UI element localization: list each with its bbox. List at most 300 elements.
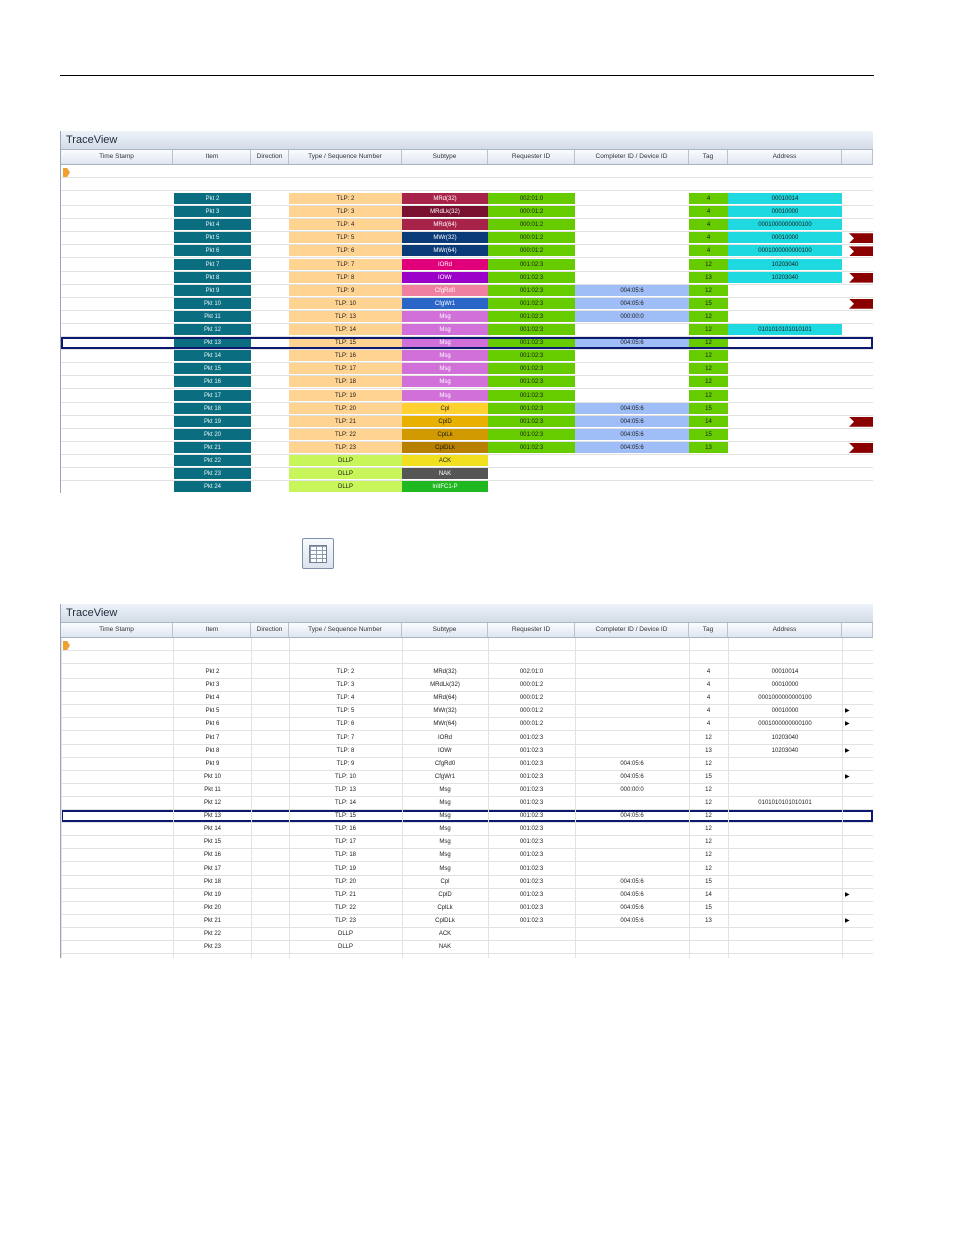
completer-cell: 004:05:6: [575, 416, 689, 428]
item-cell: Pkt 5: [174, 232, 251, 244]
subtype-cell: MRd(64): [433, 695, 457, 702]
completer-cell: [575, 232, 689, 244]
column-divider: [842, 638, 843, 958]
tag-cell: 12: [705, 839, 712, 846]
subtype-cell: IOWr: [438, 747, 452, 754]
completer-cell: 004:05:6: [575, 403, 689, 415]
address-cell: [728, 416, 842, 428]
right-arrow-icon: ▶: [845, 721, 850, 728]
requester-cell: 001:02:3: [488, 403, 575, 415]
table-row[interactable]: [61, 219, 873, 232]
completer-cell: [575, 350, 689, 362]
type-cell: TLP: 13: [334, 786, 356, 793]
tag-cell: 12: [689, 324, 728, 336]
column-divider: [488, 638, 489, 958]
table-row[interactable]: [61, 311, 873, 324]
completer-cell: [575, 206, 689, 218]
type-cell: TLP: 4: [336, 695, 355, 702]
type-cell: DLLP: [289, 468, 402, 480]
type-cell: TLP: 23: [289, 442, 402, 454]
table-row[interactable]: [61, 928, 873, 941]
requester-cell: 002:01:0: [488, 193, 575, 205]
table-row[interactable]: [61, 863, 873, 876]
subtype-cell: NAK: [402, 468, 488, 480]
address-cell: 0001000000000100: [728, 245, 842, 257]
tag-cell: 4: [706, 721, 711, 728]
type-cell: TLP: 5: [336, 708, 355, 715]
type-cell: TLP: 6: [336, 721, 355, 728]
tag-cell: 15: [705, 904, 712, 911]
column-header-address[interactable]: Address: [728, 623, 842, 637]
item-cell: Pkt 13: [203, 813, 221, 820]
column-header-extra: [842, 150, 873, 164]
subtype-cell: MWr(32): [433, 708, 457, 715]
tag-cell: 4: [689, 206, 728, 218]
completer-cell: [575, 272, 689, 284]
table-row[interactable]: [61, 718, 873, 731]
requester-cell: [488, 455, 575, 467]
address-cell: [728, 285, 842, 297]
completer-cell: [575, 376, 689, 388]
address-cell: 10203040: [771, 734, 799, 741]
subtype-cell: IOWr: [402, 272, 488, 284]
requester-cell: 001:02:3: [488, 285, 575, 297]
subtype-cell: NAK: [438, 944, 452, 951]
requester-cell: 000:01:2: [519, 682, 544, 689]
column-header-tag[interactable]: Tag: [689, 623, 728, 637]
address-cell: [728, 771, 842, 783]
completer-cell: [575, 718, 689, 730]
tag-cell: 4: [706, 682, 711, 689]
item-cell: Pkt 15: [174, 363, 251, 375]
type-cell: DLLP: [337, 931, 353, 937]
address-cell: 00010000: [771, 682, 799, 689]
address-cell: 0001000000000100: [758, 695, 812, 702]
column-header-direction[interactable]: Direction: [251, 150, 289, 164]
subtype-cell: Msg: [439, 800, 451, 806]
type-cell: TLP: 14: [334, 800, 356, 806]
column-divider: [289, 638, 290, 958]
tag-cell: 12: [705, 786, 712, 793]
address-cell: [728, 889, 842, 901]
panel-title: TraceView: [61, 604, 873, 623]
address-cell: [728, 784, 842, 796]
column-divider: [689, 638, 690, 958]
subtype-cell: Msg: [439, 852, 451, 859]
item-cell: Pkt 12: [203, 800, 221, 806]
item-cell: Pkt 14: [203, 826, 221, 833]
tag-cell: 12: [705, 800, 712, 806]
completer-cell: [575, 692, 689, 704]
column-header-requester-id[interactable]: Requester ID: [488, 623, 575, 637]
filter-marker-icon: [63, 641, 70, 650]
requester-cell: 001:02:3: [488, 272, 575, 284]
column-header-type-sequence-number[interactable]: Type / Sequence Number: [289, 623, 402, 637]
subtype-cell: Msg: [439, 813, 451, 820]
blank-row: [61, 651, 873, 664]
column-header-requester-id[interactable]: Requester ID: [488, 150, 575, 164]
completer-cell: [575, 455, 689, 467]
completer-cell: [575, 732, 689, 744]
tag-cell: 15: [689, 429, 728, 441]
address-cell: 0101010101010101: [728, 324, 842, 336]
completer-cell: 004:05:6: [620, 760, 644, 767]
requester-cell: 001:02:3: [519, 839, 544, 846]
table-row[interactable]: [61, 193, 873, 206]
requester-cell: 000:01:2: [519, 708, 544, 715]
address-cell: [728, 298, 842, 310]
table-row[interactable]: [61, 232, 873, 245]
tag-cell: 14: [705, 891, 712, 898]
address-cell: [728, 758, 842, 770]
table-row[interactable]: [61, 745, 873, 758]
completer-cell: [575, 705, 689, 717]
column-header-tag[interactable]: Tag: [689, 150, 728, 164]
right-arrow-icon: ▶: [845, 773, 850, 780]
tag-cell: [689, 468, 728, 480]
table-row[interactable]: [61, 941, 873, 954]
subtype-cell: MRdLk(32): [430, 682, 460, 689]
tag-cell: 12: [705, 852, 712, 859]
column-divider: [251, 638, 252, 958]
selected-row-outline: [61, 337, 873, 349]
completer-cell: [575, 390, 689, 402]
address-cell: [728, 429, 842, 441]
subtype-cell: IORd: [402, 259, 488, 271]
type-cell: TLP: 5: [289, 232, 402, 244]
item-cell: Pkt 11: [204, 786, 221, 793]
type-cell: TLP: 16: [289, 350, 402, 362]
subtype-cell: CplDLk: [402, 442, 488, 454]
address-cell: 0101010101010101: [758, 800, 812, 806]
item-cell: Pkt 8: [174, 272, 251, 284]
table-row[interactable]: [61, 836, 873, 849]
subtype-cell: MRdLk(32): [402, 206, 488, 218]
item-cell: Pkt 19: [174, 416, 251, 428]
subtype-cell: CplLk: [437, 904, 453, 911]
subtype-cell: Msg: [439, 839, 451, 846]
subtype-cell: Cpl: [402, 403, 488, 415]
item-cell: Pkt 10: [174, 298, 251, 310]
completer-cell: [575, 666, 689, 678]
item-cell: Pkt 24: [174, 481, 251, 493]
subtype-cell: Msg: [402, 363, 488, 375]
column-header-item[interactable]: Item: [174, 150, 251, 164]
completer-cell: 000:00:0: [620, 786, 644, 793]
subtype-cell: Msg: [402, 324, 488, 336]
address-cell: [728, 468, 842, 480]
completer-cell: [575, 928, 689, 940]
table-row[interactable]: [61, 468, 873, 481]
item-cell: Pkt 14: [174, 350, 251, 362]
column-header-item[interactable]: Item: [174, 623, 251, 637]
filter-row[interactable]: [61, 165, 873, 178]
table-row[interactable]: [61, 849, 873, 862]
subtype-cell: MWr(32): [402, 232, 488, 244]
item-cell: Pkt 21: [174, 442, 251, 454]
requester-cell: 001:02:3: [488, 337, 575, 349]
completer-cell: [575, 468, 689, 480]
completer-cell: 004:05:6: [575, 285, 689, 297]
item-cell: Pkt 17: [203, 865, 221, 872]
traceview-colored-panel: [60, 131, 873, 493]
item-cell: Pkt 4: [174, 219, 251, 231]
table-row[interactable]: [61, 876, 873, 889]
column-header-subtype[interactable]: Subtype: [402, 150, 488, 164]
address-cell: [728, 363, 842, 375]
table-row[interactable]: [61, 442, 873, 455]
address-cell: 00010000: [728, 206, 842, 218]
subtype-cell: ACK: [438, 931, 452, 937]
address-cell: [728, 455, 842, 467]
subtype-cell: MWr(64): [402, 245, 488, 257]
subtype-cell: Msg: [439, 826, 451, 833]
table-row[interactable]: [61, 784, 873, 797]
column-header-time-stamp[interactable]: Time Stamp: [61, 623, 173, 637]
table-row[interactable]: [61, 679, 873, 692]
type-cell: TLP: 21: [334, 891, 356, 898]
filter-row[interactable]: [61, 638, 873, 651]
flag-marker-icon: [849, 246, 873, 256]
completer-cell: [575, 193, 689, 205]
item-cell: Pkt 2: [174, 193, 251, 205]
tag-cell: 13: [705, 917, 712, 924]
tag-cell: 4: [689, 245, 728, 257]
requester-cell: 000:01:2: [519, 721, 544, 728]
tag-cell: 12: [705, 826, 712, 833]
table-row[interactable]: [61, 692, 873, 705]
column-header-direction[interactable]: Direction: [251, 623, 289, 637]
column-header-completer-id[interactable]: Completer ID / Device ID: [575, 623, 689, 637]
address-cell: [728, 915, 842, 927]
tag-cell: [689, 481, 728, 493]
tag-cell: 12: [689, 259, 728, 271]
item-cell: Pkt 16: [203, 852, 221, 859]
tag-cell: 4: [689, 219, 728, 231]
type-cell: TLP: 15: [334, 813, 356, 820]
completer-cell: 004:05:6: [575, 429, 689, 441]
requester-cell: 001:02:3: [519, 865, 544, 872]
item-cell: Pkt 9: [174, 285, 251, 297]
subtype-cell: MRd(32): [402, 193, 488, 205]
type-cell: TLP: 20: [289, 403, 402, 415]
address-cell: [728, 376, 842, 388]
completer-cell: [575, 849, 689, 861]
column-divider: [402, 638, 403, 958]
item-cell: Pkt 22: [203, 931, 221, 937]
tag-cell: 15: [689, 403, 728, 415]
table-row[interactable]: [61, 416, 873, 429]
table-row[interactable]: [61, 324, 873, 337]
requester-cell: 001:02:3: [519, 773, 544, 780]
item-cell: Pkt 13: [174, 337, 251, 349]
table-row[interactable]: [61, 915, 873, 928]
requester-cell: 001:02:3: [519, 786, 544, 793]
table-row[interactable]: [61, 350, 873, 363]
item-cell: Pkt 8: [205, 747, 220, 754]
requester-cell: 001:02:3: [488, 350, 575, 362]
completer-cell: 004:05:6: [620, 773, 644, 780]
column-header-address[interactable]: Address: [728, 150, 842, 164]
tag-cell: 12: [689, 311, 728, 323]
requester-cell: 001:02:3: [488, 416, 575, 428]
requester-cell: 001:02:3: [519, 904, 544, 911]
requester-cell: 000:01:2: [488, 206, 575, 218]
table-row[interactable]: [61, 758, 873, 771]
tag-cell: 12: [689, 285, 728, 297]
requester-cell: 001:02:3: [488, 390, 575, 402]
type-cell: TLP: 20: [334, 878, 356, 885]
requester-cell: 001:02:3: [519, 813, 544, 820]
item-cell: Pkt 3: [205, 682, 220, 689]
requester-cell: 001:02:3: [519, 917, 544, 924]
blank-row: [61, 178, 873, 191]
requester-cell: 001:02:3: [488, 259, 575, 271]
tag-cell: 15: [705, 878, 712, 885]
table-row[interactable]: [61, 771, 873, 784]
tag-cell: 12: [705, 865, 712, 872]
type-cell: TLP: 17: [334, 839, 356, 846]
address-cell: 00010014: [771, 669, 799, 675]
requester-cell: 001:02:3: [519, 747, 544, 754]
requester-cell: 001:02:3: [488, 363, 575, 375]
type-cell: TLP: 7: [336, 734, 355, 741]
requester-cell: [488, 481, 575, 493]
column-header-type-sequence-number[interactable]: Type / Sequence Number: [289, 150, 402, 164]
subtype-cell: Msg: [439, 786, 451, 793]
requester-cell: 000:01:2: [488, 219, 575, 231]
subtype-cell: Msg: [402, 350, 488, 362]
requester-cell: 001:02:3: [519, 878, 544, 885]
completer-cell: 004:05:6: [620, 813, 644, 820]
tag-cell: 12: [689, 363, 728, 375]
item-cell: Pkt 4: [205, 695, 220, 702]
table-row[interactable]: [61, 705, 873, 718]
table-row[interactable]: [61, 732, 873, 745]
completer-cell: [575, 259, 689, 271]
completer-cell: 004:05:6: [620, 904, 644, 911]
item-cell: Pkt 3: [174, 206, 251, 218]
type-cell: TLP: 19: [334, 865, 356, 872]
subtype-cell: CplD: [402, 416, 488, 428]
type-cell: TLP: 6: [289, 245, 402, 257]
requester-cell: [488, 468, 575, 480]
table-row[interactable]: [61, 889, 873, 902]
type-cell: TLP: 17: [289, 363, 402, 375]
tag-cell: 15: [689, 298, 728, 310]
tag-cell: 4: [706, 669, 711, 675]
flag-marker-icon: [849, 417, 873, 427]
table-row[interactable]: [61, 797, 873, 810]
type-cell: DLLP: [289, 481, 402, 493]
address-cell: [728, 442, 842, 454]
address-cell: [728, 403, 842, 415]
tag-cell: 15: [705, 773, 712, 780]
table-row[interactable]: [61, 259, 873, 272]
table-row[interactable]: [61, 455, 873, 468]
completer-cell: [575, 797, 689, 809]
item-cell: Pkt 21: [203, 917, 221, 924]
table-row[interactable]: [61, 902, 873, 915]
address-cell: 0001000000000100: [758, 721, 812, 728]
item-cell: Pkt 12: [174, 324, 251, 336]
address-cell: [728, 928, 842, 940]
subtype-cell: CplLk: [402, 429, 488, 441]
traceview-plain-panel: [60, 604, 873, 958]
subtype-cell: Msg: [402, 390, 488, 402]
table-row[interactable]: [61, 376, 873, 389]
table-row[interactable]: [61, 823, 873, 836]
completer-cell: [575, 245, 689, 257]
completer-cell: [575, 363, 689, 375]
address-cell: [728, 350, 842, 362]
subtype-cell: MRd(64): [402, 219, 488, 231]
tag-cell: [689, 941, 728, 953]
table-row[interactable]: [61, 298, 873, 311]
table-row[interactable]: [61, 429, 873, 442]
requester-cell: 001:02:3: [488, 311, 575, 323]
requester-cell: 001:02:3: [488, 298, 575, 310]
type-cell: DLLP: [289, 455, 402, 467]
subtype-cell: Msg: [402, 337, 488, 349]
type-cell: TLP: 19: [289, 390, 402, 402]
requester-cell: [488, 941, 575, 953]
address-cell: [728, 481, 842, 493]
flag-marker-icon: [849, 443, 873, 453]
type-cell: TLP: 9: [336, 760, 355, 767]
table-row[interactable]: [61, 363, 873, 376]
address-cell: 10203040: [771, 747, 799, 754]
column-header-time-stamp[interactable]: Time Stamp: [61, 150, 173, 164]
table-row[interactable]: [61, 390, 873, 403]
subtype-cell: Msg: [402, 376, 488, 388]
column-divider: [728, 638, 729, 958]
item-cell: Pkt 23: [203, 944, 221, 951]
type-cell: TLP: 22: [289, 429, 402, 441]
subtype-cell: CfgWr1: [402, 298, 488, 310]
right-arrow-icon: ▶: [845, 891, 850, 898]
item-cell: Pkt 6: [174, 245, 251, 257]
tag-cell: 13: [689, 272, 728, 284]
address-cell: 00010014: [728, 193, 842, 205]
requester-cell: 000:01:2: [488, 245, 575, 257]
requester-cell: 001:02:3: [488, 324, 575, 336]
type-cell: TLP: 7: [289, 259, 402, 271]
column-header-completer-id[interactable]: Completer ID / Device ID: [575, 150, 689, 164]
table-row[interactable]: [61, 481, 873, 493]
tag-cell: 13: [705, 747, 712, 754]
address-cell: [728, 823, 842, 835]
table-row[interactable]: [61, 403, 873, 416]
table-row[interactable]: [61, 272, 873, 285]
filter-marker-icon: [63, 168, 70, 177]
column-header-bar: [61, 150, 873, 165]
table-row[interactable]: [61, 206, 873, 219]
type-cell: TLP: 3: [336, 682, 355, 689]
table-row[interactable]: [61, 666, 873, 679]
column-header-subtype[interactable]: Subtype: [402, 623, 488, 637]
tag-cell: 12: [689, 350, 728, 362]
column-divider: [61, 638, 62, 958]
column-header-bar: [61, 623, 873, 638]
subtype-cell: CplDLk: [435, 917, 455, 924]
table-row[interactable]: [61, 285, 873, 298]
grid-view-toggle-button[interactable]: [302, 538, 334, 569]
item-cell: Pkt 17: [174, 390, 251, 402]
table-row[interactable]: [61, 245, 873, 258]
type-cell: TLP: 3: [289, 206, 402, 218]
address-cell: [728, 849, 842, 861]
